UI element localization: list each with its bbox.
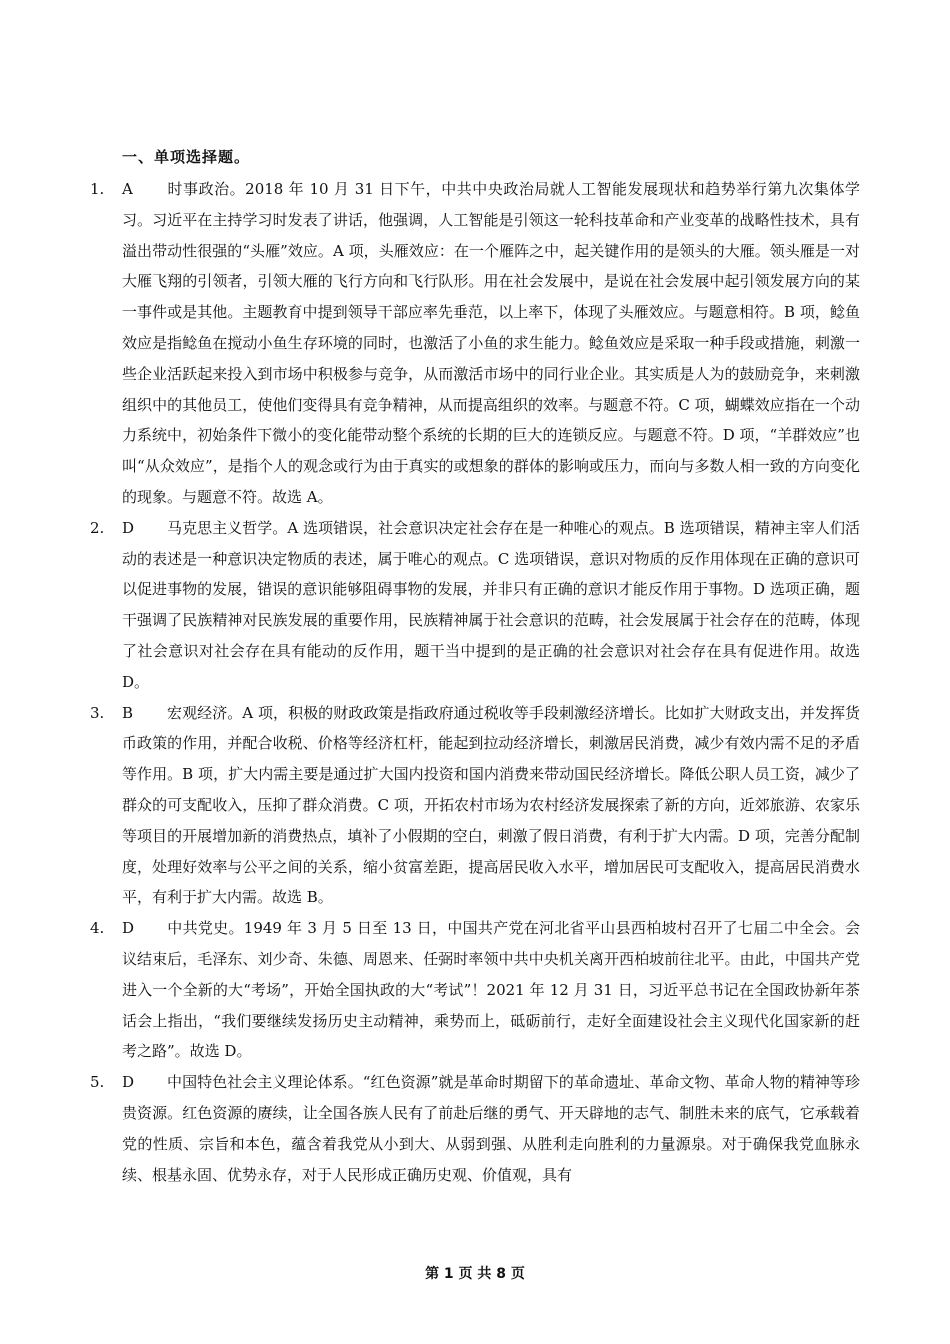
item-number: 5. xyxy=(90,1073,105,1092)
answer-item-2 xyxy=(88,513,860,698)
item-number: 4. xyxy=(90,919,105,938)
item-answer: D xyxy=(122,518,135,537)
item-number: 2. xyxy=(90,518,105,537)
item-explanation: 中国特色社会主义理论体系。“红色资源”就是革命时期留下的革命遗址、革命文物、革命人物的精神等珍贵资源。红色资源的赓续，让全国各族人民有了前赴后继的勇气、开天辟地的志气、制胜未来的底气，它承载着党的性质、宗旨和本色，蕴含着我党从小到大、从弱到强、从胜利走向胜利的力量源泉。对于确保我党血脉永续、根基永固、优势永存，对于人民形成正确历史观、价值观，具有 xyxy=(122,1073,860,1184)
item-answer: D xyxy=(122,1073,135,1092)
item-explanation: 马克思主义哲学。A 选项错误，社会意识决定社会存在是一种唯心的观点。B 选项错误，精神主宰人们活动的表述是一种意识决定物质的表述，属于唯心的观点。C 选项错误，意识对物质的反作用体现在正确的意识可以促进事物的发展，错误的意识能够阻碍事物的发展，并非只有正确的意识才能反作用于事物。D 选项正确，题干强调了民族精神对民族发展的重要作用，民族精神属于社会意识的范畴，社会发展属于社会存在的范畴，体现了社会意识对社会存在具有能动的反作用，题干当中提到的是正确的社会意识对社会存在具有促进作用。故选 D。 xyxy=(122,518,860,691)
item-explanation: 时事政治。2018 年 10 月 31 日下午，中共中央政治局就人工智能发展现状和趋势举行第九次集体学习。习近平在主持学习时发表了讲话，他强调，人工智能是引领这一轮科技革命和产业变革的战略性技术，具有溢出带动性很强的“头雁”效应。A 项，头雁效应：在一个雁阵之中，起关键作用的是领头的大雁。领头雁是一对大雁飞翔的引领者，引领大雁的飞行方向和飞行队形。用在社会发展中，是说在社会发展中起引领发展方向的某一事件或是其他。主题教育中提到领导干部应率先垂范，以上率下，体现了头雁效应。与题意相符。B 项，鲶鱼效应是指鲶鱼在搅动小鱼生存环境的同时，也激活了小鱼的求生能力。鲶鱼效应是采取一种手段或措施，刺激一些企业活跃起来投入到市场中积极参与竞争，从而激活市场中的同行业企业。其实质是人为的鼓励竞争，来刺激组织中的其他员工，使他们变得具有竞争精神，从而提高组织的效率。与题意不符。C 项，蝴蝶效应指在一个动力系统中，初始条件下微小的变化能带动整个系统的长期的巨大的连锁反应。与题意不符。D 项，“羊群效应”也叫“从众效应”，是指个人的观念或行为由于真实的或想象的群体的影响或压力，而向与多数人相一致的方向变化的现象。与题意不符。故选 A。 xyxy=(122,180,860,506)
answer-item-3 xyxy=(88,698,860,914)
answer-item-1 xyxy=(88,174,860,513)
section-title: 一、单项选择题。 xyxy=(122,148,251,166)
item-number: 3. xyxy=(90,703,105,722)
item-answer: B xyxy=(122,703,134,722)
answer-item-4 xyxy=(88,913,860,1067)
item-explanation: 中共党史。1949 年 3 月 5 日至 13 日，中国共产党在河北省平山县西柏坡村召开了七届二中全会。会议结束后，毛泽东、刘少奇、朱德、周恩来、任弼时率领中共中央机关离开西柏坡前往北平。由此，中国共产党进入一个全新的大“考场”，开始全国执政的大“考试”！2021 年 12 月 31 日，习近平总书记在全国政协新年茶话会上指出，“我们要继续发扬历史主动精神，乘势而上，砥砺前行，走好全面建设社会主义现代化国家新的赶考之路”。故选 D。 xyxy=(122,919,860,1061)
answer-item-5 xyxy=(88,1067,860,1190)
page-footer: 第 1 页 共 8 页 xyxy=(425,1266,525,1282)
item-explanation: 宏观经济。A 项，积极的财政政策是指政府通过税收等手段刺激经济增长。比如扩大财政支出，并发挥货币政策的作用，并配合收税、价格等经济杠杆，能起到拉动经济增长，刺激居民消费，减少有效内需不足的矛盾等作用。B 项，扩大内需主要是通过扩大国内投资和国内消费来带动国民经济增长。降低公职人员工资，减少了群众的可支配收入，压抑了群众消费。C 项，开拓农村市场为农村经济发展探索了新的方向，近郊旅游、农家乐等项目的开展增加新的消费热点，填补了小假期的空白，刺激了假日消费，有利于扩大内需。D 项，完善分配制度，处理好效率与公平之间的关系，缩小贫富差距，提高居民收入水平，增加居民可支配收入，提高居民消费水平，有利于扩大内需。故选 B。 xyxy=(122,703,860,907)
item-answer: A xyxy=(122,180,133,198)
item-answer: D xyxy=(122,919,135,938)
answer-list xyxy=(88,174,860,1190)
item-number: 1. xyxy=(90,180,105,198)
